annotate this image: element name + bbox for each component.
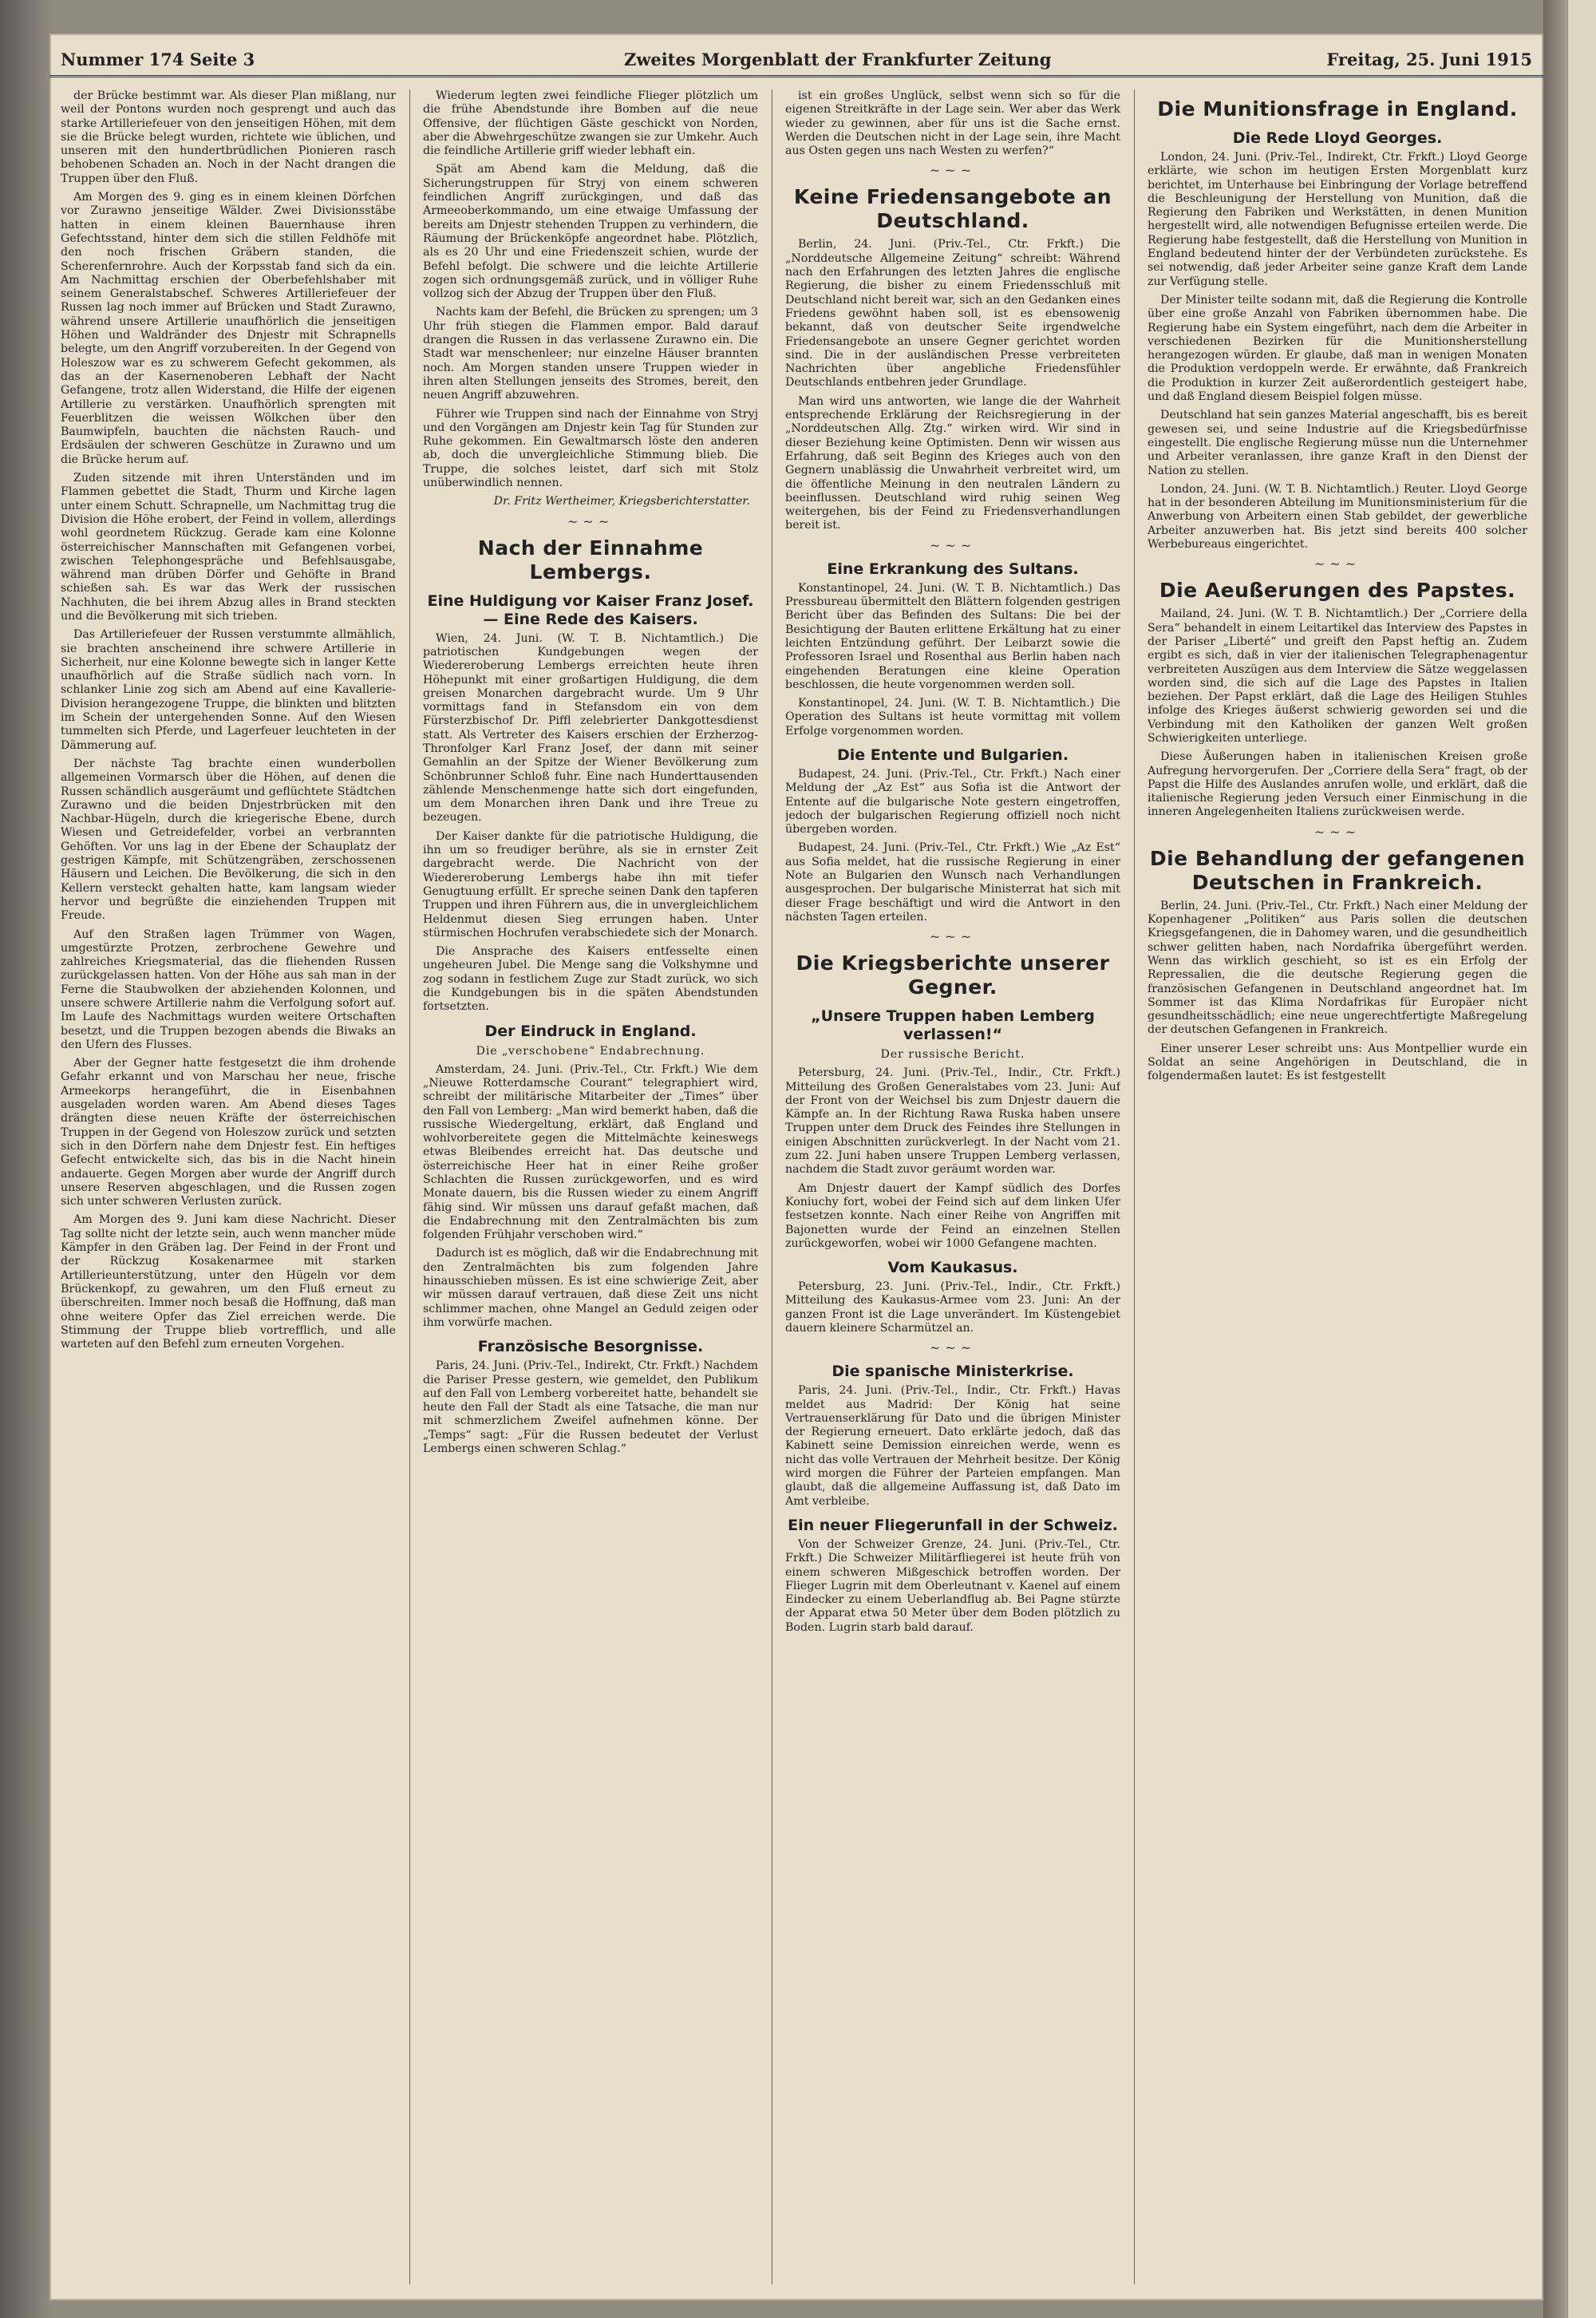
column-4 <box>1148 89 1527 2284</box>
article-paragraph: ist ein großes Unglück, selbst wenn sich so für die eigenen Streitkräfte in der Lage sein. Wer aber das Werk wieder zu gewinnen, aber für uns ist die Sache ernst. Werden die Deutschen nicht in der Lage sein, ihre Macht aus Osten gegen uns nach Westen zu werfen?“ <box>785 89 1120 158</box>
column-rule <box>1134 89 1135 2284</box>
article-paragraph: Der nächste Tag brachte einen wunderbollen allgemeinen Vormarsch über die Höhen, auf denen die Russen schändlich ausgeräumt und geflüchtete Städtchen Zurawno und die beiden Dnjestrbrücken mit den Nachbar-Hügeln, durch die kriegerische Ebene, durch Wiesen und Getreidefelder, vorbei an verbrannten Gehöften. Vor uns lag in der Ebene der Schauplatz der gestrigen Kämpfe, mit Schützengräben, zerschossenen Häusern und Leichen. Die Bevölkerung, die sich in den Kellern versteckt gehalten hatte, kam langsam wieder hervor und begrüßte die einziehenden Truppen mit Freude. <box>61 757 396 923</box>
subheadline-lemberg: Eine Huldigung vor Kaiser Franz Josef. — Eine Rede des Kaisers. <box>427 591 754 628</box>
newspaper-title: Zweites Morgenblatt der Frankfurter Zeitung <box>624 49 1052 69</box>
article-paragraph: Führer wie Truppen sind nach der Einnahme von Stryj und den Vorgängen am Dnjestr kein Tag für Stunden zur Ruhe gekommen. Ein Gewaltmarsch löste den anderen ab, doch die unvergleichliche Stimmung blieb. Die Truppe, die solches leistet, darf sich mit Stolz unüberwindlich nennen. <box>423 407 758 490</box>
headline-lemberg: Nach der Einnahme Lembergs. <box>477 536 704 583</box>
headline-swiss: Ein neuer Fliegerunfall in der Schweiz. <box>788 1516 1118 1534</box>
headline-munitions: Die Munitionsfrage in England. <box>1157 97 1518 121</box>
section-separator: ~~~ <box>929 929 977 945</box>
column-rule <box>409 89 410 2284</box>
headline-sultan: Eine Erkrankung des Sultans. <box>827 560 1079 578</box>
article-paragraph: Budapest, 24. Juni. (Priv.-Tel., Ctr. Frkft.) Wie „Az Est“ aus Sofia meldet, hat die russische Regierung in einer Note an Bulgarien den Wunsch nach Verhandlungen ausgesprochen. Der bulgarische Ministerrat hat sich mit dieser Frage beschäftigt und wird die Antwort in den nächsten Tagen erteilen. <box>785 841 1120 924</box>
article-paragraph: Spät am Abend kam die Meldung, daß die Sicherungstruppen für Stryj von einem schweren feindlichen Angriff zurückgingen, und daß das Armeeoberkommando, um eine etwaige Umfassung der bereits am Dnjestr stehenden Truppen zu verhindern, die Räumung der Brückenköpfe angeordnet habe. Plötzlich, als es 20 Uhr und eine Friedenszeit schien, wurde der Befehl befolgt. Die schwere und die leichte Artillerie zogen sich ordnungsgemäß zurück, und in völliger Ruhe vollzog sich der Abzug der Truppen über den Fluß. <box>423 163 758 301</box>
column-3 <box>785 89 1120 2284</box>
subheadline-reports: „Unsere Truppen haben Lemberg verlassen!“ <box>811 1007 1095 1044</box>
headline-england: Der Eindruck in England. <box>484 1022 697 1040</box>
article-paragraph: Petersburg, 24. Juni. (Priv.-Tel., Indir., Ctr. Frkft.) Mitteilung des Großen Generalstabes vom 23. Juni: Auf der Front von der Weichsel bis zum Dnjestr dauern die Kämpfe an. In der Richtung Rawa Ruska haben unsere Truppen unter dem Druck des Feindes ihre Stellungen in einigen Abschnitten zurückverlegt. In der Nacht vom 21. zum 22. Juni haben unsere Truppen Lemberg verlassen, nachdem die Stadt zuvor geräumt worden war. <box>785 1066 1120 1177</box>
article-paragraph: Dadurch ist es möglich, daß wir die Endabrechnung mit den Zentralmächten bis zum folgenden Jahre hinausschieben müssen. Es ist eine schwierige Zeit, aber wir müssen darauf vertrauen, daß diese Zeit uns nicht schlimmer machen, ohne Mangel an Geduld zeigen oder ihm vorwürfe machen. <box>423 1247 758 1329</box>
article-paragraph: Wiederum legten zwei feindliche Flieger plötzlich um die frühe Abendstunde ihre Bomben auf die neue Offensive, der flüchtigen Gäste geschickt von Norden, aber die Abwehrgeschütze zwangen sie zur Umkehr. Auch die feindliche Artillerie griff wieder lebhaft ein. <box>423 89 758 158</box>
article-paragraph: Die Ansprache des Kaisers entfesselte einen ungeheuren Jubel. Die Menge sang die Volkshymne und zog sodann in festlichem Zuge zur Stadt zurück, wo sich die Kundgebungen bis in die späten Abendstunden fortsetzten. <box>423 945 758 1014</box>
article-paragraph: Konstantinopel, 24. Juni. (W. T. B. Nichtamtlich.) Das Pressbureau übermittelt den Blättern folgenden gestrigen Bericht über das Befinden des Sultans: Die bei der Besichtigung der Bauten erlittene Erkältung hat zu einer leichten Entzündung geführt. Der Leibarzt sowie die Professoren Israel und Rosenthal aus Berlin haben nach eingehenden Beratungen eine kleine Operation beschlossen, die heute vorgenommen werden soll. <box>785 581 1120 691</box>
column-2 <box>423 89 758 2284</box>
article-paragraph: Mailand, 24. Juni. (W. T. B. Nichtamtlich.) Der „Corriere della Sera“ behandelt in einem Leitartikel das Interview des Papstes in der Pariser „Liberté“ und greift den Papst heftig an. Zudem ergibt es sich, daß in vier der italienischen Telegraphenagentur verbreiteten Auszügen aus dem Interview die Sätze weggelassen worden sind, die sich auf die Lage des Papstes in Italien beziehen. Der Papst erklärt, daß die Lage des Heiligen Stuhles infolge des Krieges äußerst schwierig geworden sei und die Verbindung mit den Katholiken der ganzen Welt großen Schwierigkeiten unterliege. <box>1148 607 1527 745</box>
page-header <box>49 43 1543 77</box>
article-paragraph: Wien, 24. Juni. (W. T. B. Nichtamtlich.) Die patriotischen Kundgebungen wegen der Wiedereroberung Lembergs erreichten heute ihren Höhepunkt mit einer großartigen Huldigung, die dem greisen Monarchen dargebracht wurde. Um 9 Uhr vormittags fand in Stefansdom ein von dem Fürsterzbischof Dr. Piffl zelebrierter Dankgottesdienst statt. Als Vertreter des Kaisers erschien der Erzherzog-Thronfolger Karl Franz Josef, der dann mit seiner Gemahlin an der Spitze der Wiener Bevölkerung zum Schönbrunner Schloß fuhr. Eine nach Hunderttausenden zählende Menschenmenge hatte sich dort eingefunden, um dem Monarchen ihren Dank und ihre Treue zu bezeugen. <box>423 631 758 825</box>
next-page-edge <box>1567 0 1596 2318</box>
scan-right-margin <box>1543 0 1596 2318</box>
article-paragraph: Konstantinopel, 24. Juni. (W. T. B. Nichtamtlich.) Die Operation des Sultans ist heute vormittag mit vollem Erfolge vorgenommen worden. <box>785 697 1120 738</box>
article-paragraph: Das Artilleriefeuer der Russen verstummte allmählich, sie brachten anscheinend ihre schwere Artillerie in Sicherheit, nur eine Kolonne bewegte sich in langer Kette unaufhörlich auf die Straße südlich nach vorn. In schlanker Linie zog sich am Abend auf eine Kavallerie-Division herangezogene Truppe, die blinkten und blitzten im Schein der untergehenden Sonne. Auf den Wiesen tummelten sich Pferde, und Lagerfeuer leuchteten in der Dämmerung auf. <box>61 628 396 752</box>
article-paragraph: Zuden sitzende mit ihren Unterständen und im Flammen gebettet die Stadt, Thurm und Kirche lagen unter einem Schutt. Schrapnelle, um Nachmittag trug die Division die Höhe erobert, der Feind in vollem, allerdings wohl geordnetem Rückzug. Gerade kam eine Kolonne österreichischer Mannschaften mit Gefangenen vorbei, zwischen Telephongespräche und Befehlsausgabe, während man drüben Dörfer und Gehöfte in Brand schießen sah. Es war das Werk der russischen Nachhuten, die bei ihrem Abzug alles in Brand steckten und die Bevölkerung mit sich trieben. <box>61 472 396 623</box>
author-signature: Dr. Fritz Wertheimer, Kriegsberichterstatter. <box>493 495 750 508</box>
article-paragraph: Nachts kam der Befehl, die Brücken zu sprengen; um 3 Uhr früh stiegen die Flammen empor. Bald darauf drangen die Russen in das verlassene Zurawno ein. Die Stadt war menschenleer; nur einzelne Häuser brannten noch. Am Morgen standen unsere Truppen wieder in ihren alten Stellungen jenseits des Stromes, bereit, den neuen Angriff abzuwehren. <box>423 306 758 402</box>
article-paragraph: Berlin, 24. Juni. (Priv.-Tel., Ctr. Frkft.) Die „Norddeutsche Allgemeine Zeitung“ schreibt: Während nach den Erfahrungen des letzten Jahres die englische Regierung, die bisher zu einem Friedensschluß mit Deutschland nicht bereit war, sich an den Gedanken eines Friedens gewöhnt haben soll, ist es ebensowenig bekannt, daß von deutscher Seite irgendwelche Friedensangebote an unsere Gegner gerichtet worden sind. Die in der ausländischen Presse verbreiteten Nachrichten über angebliche Friedensfühler Deutschlands entbehren jeder Grundlage. <box>785 238 1120 390</box>
headline-caucasus: Vom Kaukasus. <box>887 1259 1018 1277</box>
subheadline-munitions: Die Rede Lloyd Georges. <box>1232 129 1443 147</box>
article-paragraph: Am Morgen des 9. ging es in einem kleinen Dörfchen vor Zurawno jenseitige Wälder. Zwei Divisionsstäbe hatten in einem kleinen Bauernhause ihren Gefechtsstand, hinter dem sich die stillen Feldhöfe mit den noch frischen Gräbern standen, die Scherenfernrohre. Auch der Korpsstab fand sich da ein. Am Nachmittag erschien der Oberbefehlshaber mit seinem Generalstabschef. Schweres Artilleriefeuer der Russen lag noch immer auf Brücken und Stadt Zurawno, während unsere Artillerie unaufhörlich die jenseitigen Höhen und Waldränder des Dnjestr mit Schrapnells belegte, um den Angriff vorzubereiten. In der Gegend von Holeszow war es zu schwerem Gefecht gekommen, als das an der Kasernenoberen Lebhaft der Nacht Gefangene, trotz allen Widerstand, die Hilfe der eigenen Artillerie zu verstärken. Unaufhörlich sprengten mit Feuerblitzen die weissen Wölkchen über den Baumwipfeln, bauchten die nächsten Rauch- und Erdsäulen der schweren Geschütze in Zurawno und um die Brücke herum auf. <box>61 191 396 466</box>
article-paragraph: Auf den Straßen lagen Trümmer von Wagen, umgestürzte Protzen, zerbrochene Gewehre und zahlreiches Kriegsmaterial, das die fliehenden Russen zurückgelassen hatten. Von der Höhe aus sah man in der Ferne die Staubwolken der abziehenden Kolonnen, und unsere schwere Artillerie nahm die Verfolgung sofort auf. Im Laufe des Nachmittags wurden weitere Ortschaften besetzt, und die Truppen bezogen abends die Biwaks an den Ufern des Flusses. <box>61 928 396 1051</box>
article-paragraph: Budapest, 24. Juni. (Priv.-Tel., Ctr. Frkft.) Nach einer Meldung der „Az Est“ aus Sofia ist die Antwort der Entente auf die bulgarische Note gestern eingetroffen, jedoch der bulgarischen Regierung offiziell noch nicht übergeben worden. <box>785 767 1120 837</box>
article-paragraph: Am Morgen des 9. Juni kam diese Nachricht. Dieser Tag sollte nicht der letzte sein, auch wenn mancher müde Kämpfer in den Gräben lag. Der Feind in der Front und der Rückzug Kosakenarmee mit starken Artillerieunterstützung, unter den Hügeln vor dem Brückenkopf, zu gewahren, um den Fluß erneut zu überschreiten. Immer noch besaß die Hoffnung, daß man ohne weitere Opfer das Ziel erreichen werde. Die Stimmung der Truppe blieb vortrefflich, und alle warteten auf den Befehl zum erneuten Vorgehen. <box>61 1213 396 1351</box>
newspaper-page <box>49 34 1543 2300</box>
article-paragraph: Deutschland hat sein ganzes Material angeschafft, bis es bereit gewesen sei, und seine Industrie auf die Kriegsbedürfnisse eingestellt. Die englische Regierung müsse nun die Unternehmer und Arbeiter veranlassen, ihre ganze Kraft in den Dienst der Nation zu stellen. <box>1148 409 1527 477</box>
page-number: Nummer 174 Seite 3 <box>61 49 255 69</box>
article-paragraph: Man wird uns antworten, wie lange die der Wahrheit entsprechende Erklärung der Reichsregierung in der „Norddeutschen Allg. Ztg.“ wirken wird. Wir sind in dieser Beziehung keine Optimisten. Denn wir wissen aus Erfahrung, daß seit Beginn des Krieges auch von den Gegnern unablässig die Unwahrheit verbreitet wird, um die öffentliche Meinung in den neutralen Ländern zu beeinflussen. Deutschland wird ruhig seinen Weg weitergehen, bis der Feind zu Friedensverhandlungen bereit ist. <box>785 394 1120 532</box>
subheadline-russian-report: Der russische Bericht. <box>880 1048 1025 1062</box>
headline-bulgaria: Die Entente und Bulgarien. <box>836 746 1069 764</box>
subheadline-england: Die „verschobene“ Endabrechnung. <box>476 1044 705 1058</box>
section-separator: ~~~ <box>1314 824 1361 840</box>
section-separator: ~~~ <box>929 163 977 179</box>
article-paragraph: London, 24. Juni. (Priv.-Tel., Indirekt, Ctr. Frkft.) Lloyd George erklärte, wie schon im heutigen Ersten Morgenblatt kurz berichtet, im Unterhause bei Einbringung der Vorlage betreffend die Beschleunigung der Herstellung von Munition, daß die Regierung den Fabriken und Werkstätten, in denen Munition hergestellt wird, alle notwendigen Befugnisse erteilen werde. Die Regierung habe festgestellt, daß die Herstellung von Munition in England bedeutend hinter der der Verbündeten zurückstehe. Es sei notwendig, daß jeder Arbeiter seine ganze Kraft dem Lande zur Verfügung stelle. <box>1148 151 1527 288</box>
headline-prisoners: Die Behandlung der gefangenen Deutschen in Frankreich. <box>1149 846 1526 894</box>
article-paragraph: London, 24. Juni. (W. T. B. Nichtamtlich.) Reuter. Lloyd George hat in der besonderen Abteilung im Munitionsministerium für die Anwerbung von Arbeitern einen Stab gebildet, der gewerbliche Arbeiter anzuwerben hat. Bis jetzt sind bereits 400 solcher Werbebureaus eingerichtet. <box>1148 482 1527 552</box>
article-paragraph: der Brücke bestimmt war. Als dieser Plan mißlang, nur weil der Pontons wurden noch gesprengt und auch das starke Artilleriefeuer von den jenseitigen Höhen, mit dem sie die Brücke belegt wurden, richtete wie üblichen, und unseren mit den hundertbrüdlichen Pionieren rasch behobenen Schaden an. Noch in der Nacht drangen die Truppen über den Fluß. <box>61 89 396 185</box>
article-paragraph: Am Dnjestr dauert der Kampf südlich des Dorfes Koniuchy fort, wobei der Feind sich auf dem linken Ufer festsetzen konnte. Nach einer Reihe von Angriffen mit Bajonetten wurde der Feind an einzelnen Stellen zurückgeworfen, wobei wir 1000 Gefangene machten. <box>785 1181 1120 1250</box>
headline-french: Französische Besorgnisse. <box>477 1338 704 1356</box>
scan-left-margin <box>0 0 49 2318</box>
headline-reports: Die Kriegsberichte unserer Gegner. <box>796 951 1110 999</box>
section-separator: ~~~ <box>1314 556 1361 572</box>
section-separator: ~~~ <box>567 513 614 529</box>
article-paragraph: Paris, 24. Juni. (Priv.-Tel., Indir., Ctr. Frkft.) Havas meldet aus Madrid: Der König hat seine Vertrauenserklärung für Dato und die übrigen Minister der Regierung erneuert. Dato erklärte jedoch, daß das Kabinett seine Demission einreichen werde, wenn es nicht das volle Vertrauen der Mehrheit besitze. Der König wird morgen die Führer der Parteien empfangen. Man glaubt, daß die allgemeine Auffassung ist, daß Dato im Amt verbleibe. <box>785 1384 1120 1508</box>
article-paragraph: Berlin, 24. Juni. (Priv.-Tel., Ctr. Frkft.) Nach einer Meldung der Kopenhagener „Politiken“ aus Paris sollen die deutschen Kriegsgefangenen, die in Dahomey waren, und die gesundheitlich schwer gelitten haben, nach Nordafrika übergeführt werden. Wenn das wirklich geschieht, so ist es ein Erfolg der Repressalien, die die deutsche Regierung gegen die französischen Gefangenen in Deutschland angeordnet hat. Im Sommer ist das Klima Nordafrikas für Europäer nicht gesundheitsschädlich; eine neue ungerechtfertigte Maßregelung der deutschen Gefangenen in Frankreich. <box>1148 899 1527 1037</box>
headline-peace: Keine Friedensangebote an Deutschland. <box>793 185 1112 233</box>
article-paragraph: Der Kaiser dankte für die patriotische Huldigung, die ihn um so freudiger berühre, als sie in ernster Zeit dargebracht werde. Die Nachricht von der Wiedereroberung Lembergs habe ihn mit tiefer Genugtuung erfüllt. Er spreche seinen Dank den tapferen Truppen und ihren Führern aus, die in unvergleichlichem Heldenmut diesen Sieg errungen haben. Unter stürmischen Hochrufen verabschiedete sich der Monarch. <box>423 829 758 939</box>
column-1 <box>61 89 396 2284</box>
article-paragraph: Paris, 24. Juni. (Priv.-Tel., Indirekt, Ctr. Frkft.) Nachdem die Pariser Presse gestern, wie gemeldet, den Publikum auf den Fall von Lemberg vorbereitet hatte, behandelt sie heute den Fall der Stadt als eine Tatsache, die man nur mit schmerzlichem Zweifel aufnehmen könne. Der „Temps“ sagt: „Für die Russen bedeutet der Verlust Lembergs einen schweren Schlag.“ <box>423 1359 758 1456</box>
article-paragraph: Petersburg, 23. Juni. (Priv.-Tel., Indir., Ctr. Frkft.) Mitteilung des Kaukasus-Armee vom 23. Juni: An der ganzen Front ist die Lage unverändert. Im Küstengebiet dauern kleinere Scharmützel an. <box>785 1280 1120 1335</box>
article-paragraph: Aber der Gegner hatte festgesetzt die ihm drohende Gefahr erkannt und von Marschau her neue, frische Armeekorps herangeführt, die in Eisenbahnen ausgeladen worden waren. Am Abend dieses Tages drängten diese neuen Kräfte der österreichischen Truppen in der Gegend von Holeszow zurück und setzten sich in den Dörfern nahe dem Dnjestr fest. Ein heftiges Gefecht entwickelte sich, das bis in die Nacht hinein andauerte. Gegen Morgen aber wurde der Angriff durch unsere Reserven abgeschlagen, und die Russen zogen sich unter schweren Verlusten zurück. <box>61 1057 396 1208</box>
issue-date: Freitag, 25. Juni 1915 <box>1326 49 1532 69</box>
article-paragraph: Amsterdam, 24. Juni. (Priv.-Tel., Ctr. Frkft.) Wie dem „Nieuwe Rotterdamsche Courant“ telegraphiert wird, schreibt der militärische Mitarbeiter der „Times“ über den Fall von Lemberg: „Man wird bemerkt haben, daß die russische Wiedergeltung, erklärt, daß England und wohlvorbereitete gegen die Mittelmächte keineswegs etwas Bleibendes erreicht hat. Das deutsche und österreichische Heer hat in einer Reihe großer Schlachten die Russen zurückgeworfen, und es wird Monate dauern, bis die Russen wieder zu einem Angriff fähig sind. Wir müssen uns darauf gefaßt machen, daß die Endabrechnung mit den Zentralmächten bis zum folgenden Frühjahr verschoben wird.“ <box>423 1062 758 1242</box>
section-separator: ~~~ <box>929 537 977 553</box>
headline-spain: Die spanische Ministerkrise. <box>832 1363 1074 1381</box>
article-paragraph: Der Minister teilte sodann mit, daß die Regierung die Kontrolle über eine große Anzahl von Fabriken übernommen habe. Die Regierung habe ein System eingeführt, nach dem die Arbeiter in verschiedenen Bezirken für die Munitionsherstellung herangezogen würden. Er glaube, daß man in wenigen Monaten die Produktion verdoppeln werde. Er erwähnte, daß Frankreich die Produktion in kurzer Zeit außerordentlich gesteigert habe, und daß England diesem Beispiel folgen müsse. <box>1148 293 1527 404</box>
article-paragraph: Diese Äußerungen haben in italienischen Kreisen große Aufregung hervorgerufen. Der „Corriere della Sera“ fragt, ob der Papst die Hilfe des Auslandes anrufen wolle, und erklärt, daß die italienische Regierung jeden Versuch einer Einmischung in die inneren Angelegenheiten Italiens zurückweisen werde. <box>1148 750 1527 819</box>
article-paragraph: Einer unserer Leser schreibt uns: Aus Montpellier wurde ein Soldat an seine Angehörigen in Deutschland, die in folgendermaßen lautet: Es ist festgestellt <box>1148 1042 1527 1083</box>
headline-pope: Die Aeußerungen des Papstes. <box>1159 579 1516 603</box>
section-separator: ~~~ <box>929 1340 977 1356</box>
article-paragraph: Von der Schweizer Grenze, 24. Juni. (Priv.-Tel., Ctr. Frkft.) Die Schweizer Militärfliegerei ist heute früh von einem schweren Mißgeschick betroffen worden. Der Flieger Lugrin mit dem Oberleutnant v. Kaenel auf einem Eindecker zu einem Ueberlandflug ab. Bei Pagne stürzte der Apparat etwa 50 Meter über dem Boden plötzlich zu Boden. Lugrin starb bald darauf. <box>785 1537 1120 1634</box>
